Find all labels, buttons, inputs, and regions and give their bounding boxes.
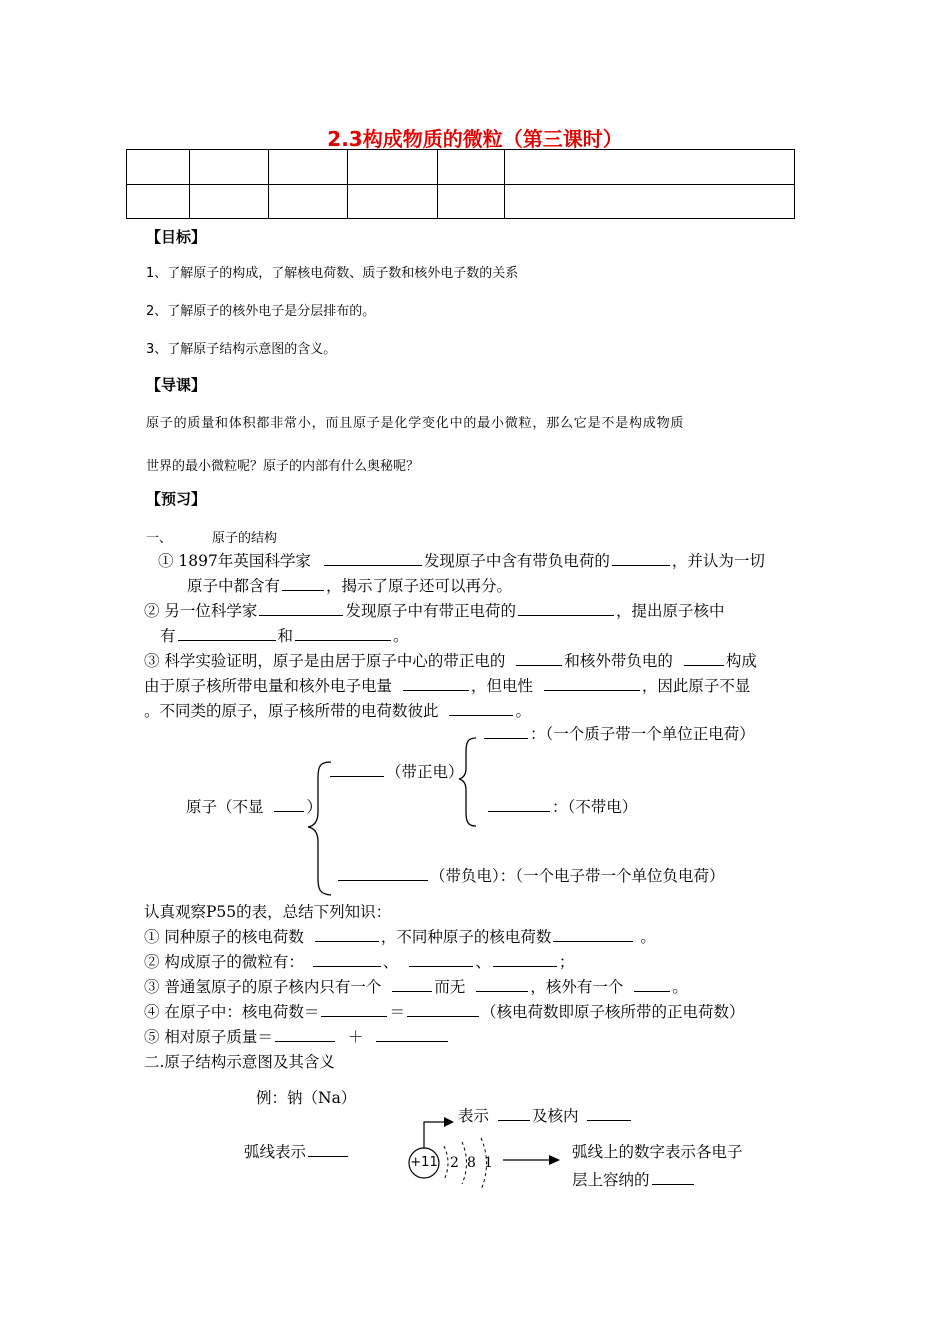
shell-number: 2: [450, 1155, 459, 1171]
electron-shell-arc: [444, 1146, 448, 1180]
observe-text: ② 构成原子的微粒有：: [144, 953, 304, 971]
question-text: ③ 科学实验证明，原子是由居于原子中心的带正电的: [144, 652, 506, 670]
question-text: ，但电性: [470, 677, 533, 695]
blank-field[interactable]: [652, 1170, 694, 1185]
diagram-text: 弧线表示: [244, 1143, 307, 1161]
electron-shell-arc: [462, 1142, 467, 1184]
arrow-head: [444, 1117, 454, 1127]
shell-number: 1: [484, 1155, 493, 1171]
question-text: 发现原子中有带正电荷的: [345, 602, 516, 620]
observe-text: ＋: [347, 1028, 364, 1046]
question-text: ① 1897年英国科学家: [158, 552, 311, 570]
observe-text: ；: [558, 953, 575, 971]
question-text: 。: [515, 702, 531, 720]
intro-heading: 【导课】: [146, 376, 207, 394]
observe-text: ① 同种原子的核电荷数: [144, 928, 304, 946]
preview-heading: 【预习】: [146, 490, 207, 508]
diagram-text: 及核内: [531, 1107, 579, 1125]
question-text: ，并认为一切: [671, 552, 765, 570]
observe-text: ③ 普通氢原子的原子核内只有一个: [144, 978, 382, 996]
question-text: 发现原子中含有带负电荷的: [423, 552, 610, 570]
question-text: ，揭示了原子还可以再分。: [326, 577, 513, 595]
structure-text: （带负电）：（一个电子带一个单位负电荷）: [430, 867, 725, 885]
goal-item: 3、了解原子结构示意图的含义。: [146, 342, 337, 357]
page-title: 2.3构成物质的微粒（第三课时）: [327, 127, 623, 151]
section2-title: 二.原子结构示意图及其含义: [144, 1053, 335, 1071]
observe-text: 、: [382, 953, 399, 971]
question-text: 构成: [725, 652, 757, 670]
example-label: 例：钠（Na）: [256, 1089, 357, 1107]
observe-intro: 认真观察P55的表，总结下列知识：: [144, 903, 392, 921]
question-text: 。不同类的原子，原子核所带的电荷数彼此: [144, 702, 439, 720]
intro-line: 世界的最小微粒呢？原子的内部有什么奥秘呢？: [146, 459, 420, 474]
structure-text: ）: [306, 798, 322, 816]
arrow-head: [549, 1155, 560, 1165]
goal-item: 2、了解原子的核外电子是分层排布的。: [146, 304, 376, 319]
diagram-text: 表示: [458, 1107, 490, 1125]
observe-text: ＝: [389, 1003, 405, 1021]
observe-text: 。: [672, 978, 688, 996]
section-number: 一、: [146, 531, 173, 546]
observe-text: 而无: [434, 978, 466, 996]
question-text: 原子中都含有: [187, 577, 281, 595]
digits-line-2: [572, 1168, 696, 1190]
diagram-text: 层上容纳的: [572, 1171, 650, 1189]
question-text: 由于原子核所带电量和核外电子电量: [144, 677, 393, 695]
structure-text: （带正电）: [386, 763, 464, 781]
question-text: 有: [160, 627, 176, 645]
observe-text: （核电荷数即原子核所带的正电荷数）: [480, 1003, 745, 1021]
section-title: 原子的结构: [212, 531, 278, 546]
intro-line: 原子的质量和体积都非常小，而且原子是化学变化中的最小微粒，那么它是不是构成物质: [146, 416, 685, 431]
question-text: 和: [277, 627, 294, 645]
structure-text: ：（一个质子带一个单位正电荷）: [530, 725, 755, 743]
question-text: 和核外带负电的: [564, 652, 673, 670]
structure-text: ：（不带电）: [552, 798, 638, 816]
observe-text: ⑤ 相对原子质量＝: [144, 1028, 273, 1046]
observe-text: ，不同种原子的核电荷数: [380, 928, 552, 946]
structure-text: 原子（不显: [186, 798, 264, 816]
observe-text: ，核外有一个: [530, 978, 624, 996]
observe-text: 、: [475, 953, 491, 971]
nucleus-charge: +11: [410, 1155, 438, 1170]
shell-number: 8: [467, 1155, 476, 1171]
observe-text: 。: [640, 928, 656, 946]
question-text: ，提出原子核中: [615, 602, 725, 620]
question-text: ，因此原子不显: [641, 677, 751, 695]
goal-item: 1、了解原子的构成，了解核电荷数、质子数和核外电子数的关系: [146, 266, 519, 281]
question-text: 。: [393, 627, 409, 645]
question-text: ② 另一位科学家: [144, 602, 258, 620]
observe-text: ④ 在原子中：核电荷数＝: [144, 1003, 320, 1021]
goals-heading: 【目标】: [146, 228, 207, 246]
digits-line: 弧线上的数字表示各电子: [572, 1143, 743, 1161]
